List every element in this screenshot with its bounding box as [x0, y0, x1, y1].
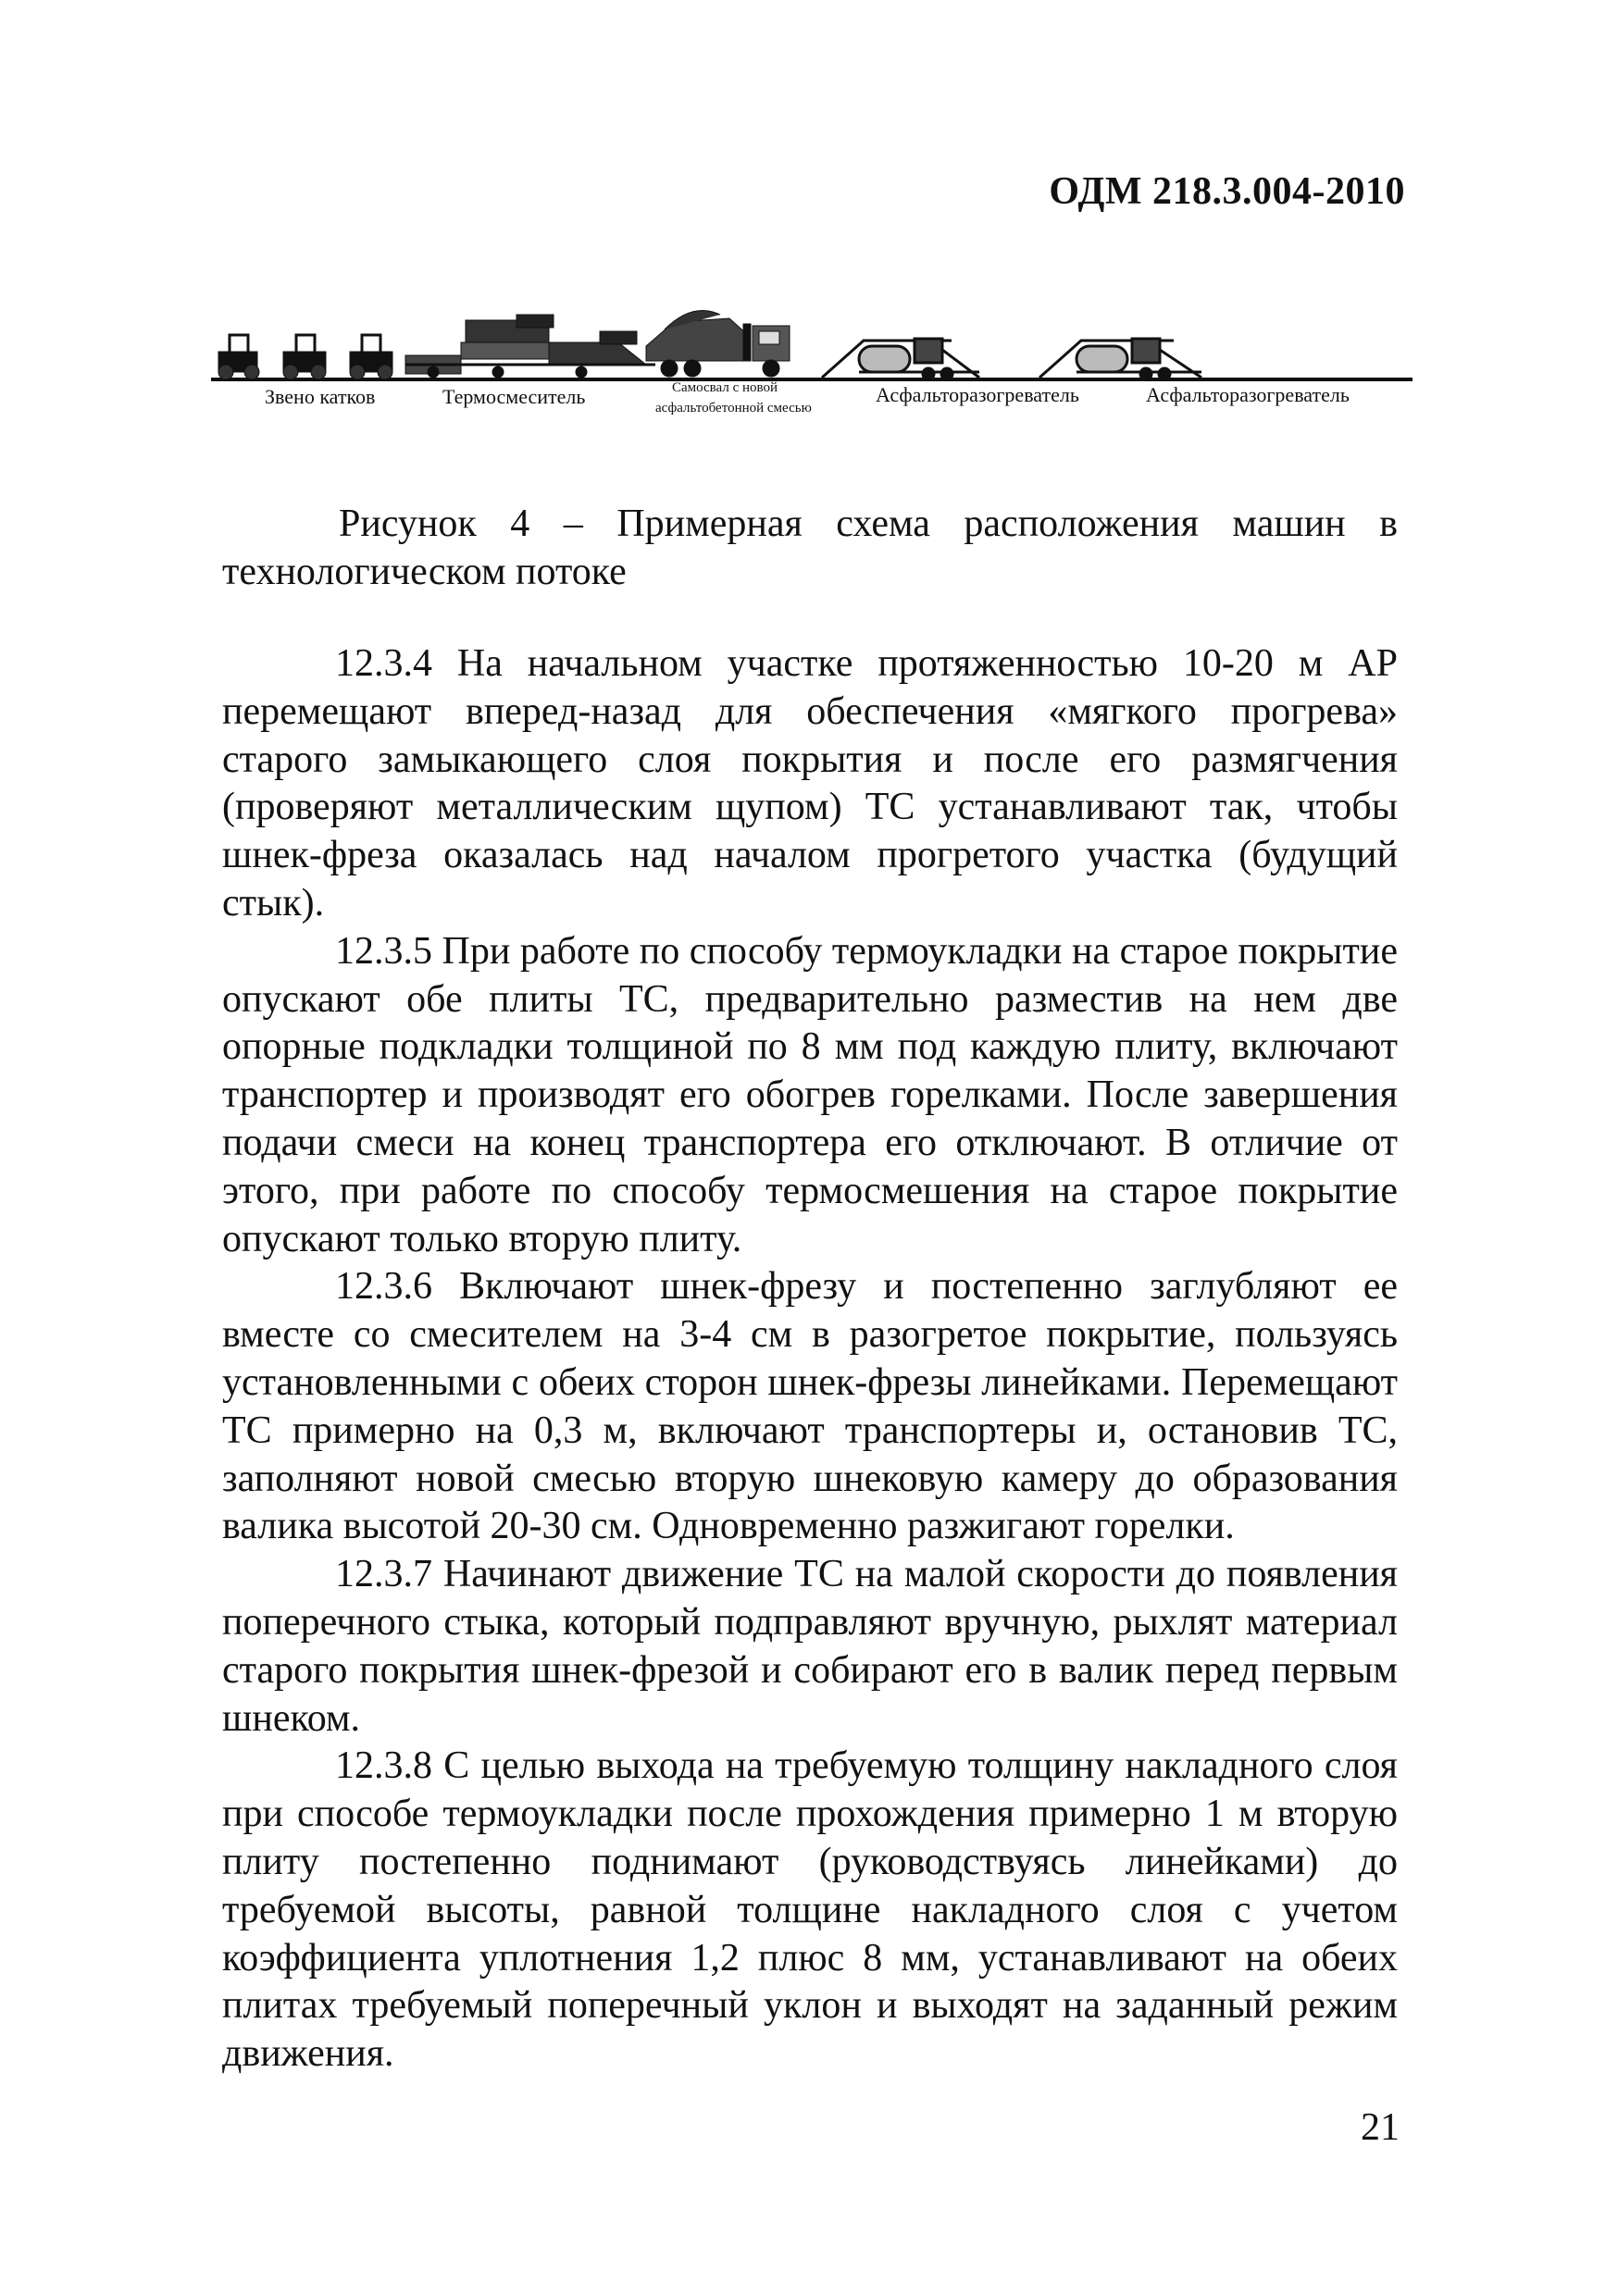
- body-text: [222, 640, 1398, 2079]
- figure-caption: Рисунок 4 – Примерная схема расположения машин в технологическом потоке: [222, 503, 1398, 593]
- asphalt-heater-icon: [822, 339, 979, 379]
- dump-truck-icon: [646, 311, 790, 377]
- machine-train-illustration: [211, 294, 1413, 396]
- label-rollers: Звено катков: [265, 385, 376, 408]
- document-code: ОДМ 218.3.004-2010: [1049, 170, 1405, 213]
- paragraph-12-3-7: 12.3.7 Начинают движение ТС на малой скорости до появления поперечного стыка, который подправляют вручную, рыхлят материал старого покрытия шнек-фрезой и собирают его в валик перед первым шнеком.: [222, 1553, 1398, 1740]
- paragraph-12-3-4: 12.3.4 На начальном участке протяженностью 10-20 м АР перемещают вперед-назад для обеспечения «мягкого прогрева» старого замыкающего слоя покрытия и после его размягчения (проверяют металлическим щупом) ТС устанавливают так, чтобы шнек-фреза оказалась над началом прогретого участка (будущий стык).: [222, 642, 1398, 925]
- label-thermomixer: Термосмеситель: [442, 385, 586, 408]
- label-heater-2: Асфальторазогреватель: [1146, 383, 1350, 406]
- paragraph-12-3-8: 12.3.8 С целью выхода на требуемую толщину накладного слоя при способе термоукладки после прохождения примерно 1 м вторую плиту постепенно поднимают (руководствуясь линейками) до требуемой высоты, равной толщине накладного слоя с учетом коэффициента уплотнения 1,2 плюс 8 мм, устанавливают на обеих плитах требуемый поперечный уклон и выходят на заданный режим движения.: [222, 1744, 1398, 2076]
- roller-icon: [283, 335, 326, 379]
- paragraph-12-3-5: 12.3.5 При работе по способу термоукладки на старое покрытие опускают обе плиты ТС, предварительно разместив на нем две опорные подкладки толщиной по 8 мм под каждую плиту, включают транспортер и производят его обогрев горелками. После завершения подачи смеси на конец транспортера его отключают. В отличие от этого, при работе по способу термосмешения на старое покрытие опускают только вторую плиту.: [222, 929, 1398, 1260]
- asphalt-heater-icon: [1039, 339, 1201, 379]
- roller-icon: [350, 335, 392, 379]
- thermomixer-icon: [405, 315, 655, 378]
- label-heater-1: Асфальторазогреватель: [876, 383, 1079, 406]
- page-number: 21: [1361, 2106, 1400, 2149]
- label-dump-truck-line2: асфальтобетонной смесью: [655, 401, 812, 416]
- roller-icon: [218, 335, 259, 379]
- machine-layout-figure: [211, 294, 1413, 433]
- label-dump-truck: Самосвал с новой: [671, 380, 778, 395]
- paragraph-12-3-6: 12.3.6 Включают шнек-фрезу и постепенно заглубляют ее вместе со смесителем на 3-4 см в разогретое покрытие, пользуясь установленными с обеих сторон шнек-фрезы линейками. Перемещают ТС примерно на 0,3 м, включают транспортеры и, остановив ТС, заполняют новой смесью вторую шнековую камеру до образования валика высотой 20-30 см. Одновременно разжигают горелки.: [222, 1265, 1398, 1548]
